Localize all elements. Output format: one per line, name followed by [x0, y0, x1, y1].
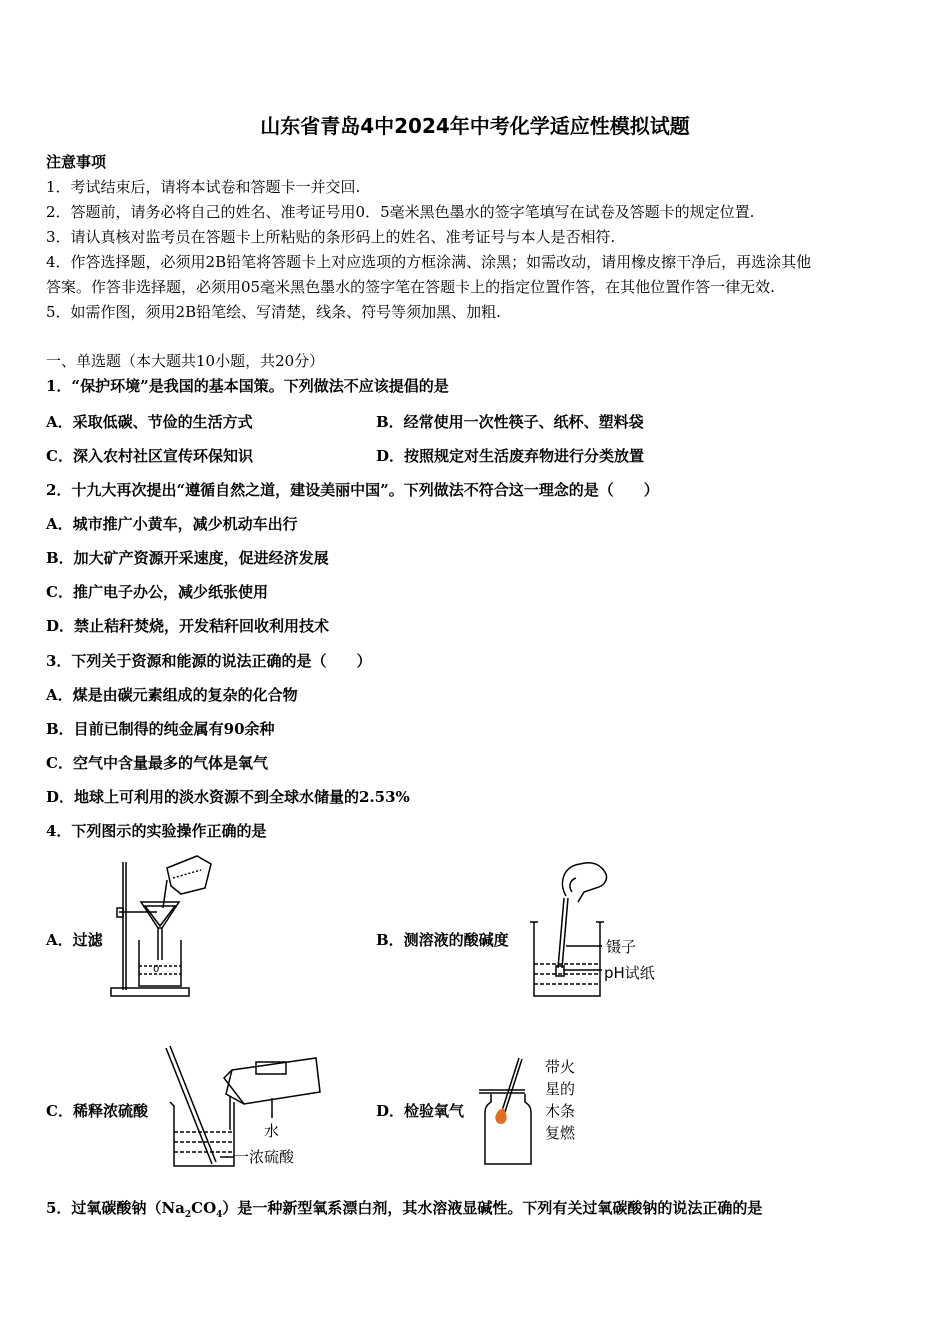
tweezers-label: 镊子: [606, 938, 637, 956]
q5-stem: [46, 1198, 762, 1225]
notice-item: 4．作答选择题，必须用2B铅笔将答题卡上对应选项的方框涂满、涂黑；如需改动，请用橡皮擦干净后，再选涂其他: [46, 253, 812, 271]
q5-text-post: ）是一种新型氧系漂白剂，其水溶液显碱性。下列有关过氧碳酸钠的说法正确的是: [222, 1199, 763, 1217]
q1-option-b: B．经常使用一次性筷子、纸杯、塑料袋: [376, 413, 644, 431]
oxygen-test-figure: [475, 1052, 541, 1168]
q5-subscript: 2: [184, 1210, 192, 1220]
q3-option-a: A．煤是由碳元素组成的复杂的化合物: [46, 686, 298, 704]
splint-label-3: 木条: [545, 1102, 576, 1120]
svg-text:0: 0: [153, 964, 160, 975]
q1-stem: 1．“保护环境”是我国的基本国策。下列做法不应该提倡的是: [46, 377, 449, 395]
splint-label-4: 复燃: [545, 1124, 576, 1142]
water-label: 水: [264, 1122, 280, 1140]
q3-option-b: B．目前已制得的纯金属有90余种: [46, 720, 275, 738]
q4-stem: 4．下列图示的实验操作正确的是: [46, 822, 267, 840]
q1-option-a: A．采取低碳、节俭的生活方式: [46, 413, 253, 431]
filtration-figure: [105, 850, 220, 1000]
q1-option-d: D．按照规定对生活废弃物进行分类放置: [376, 447, 645, 465]
notice-item: 5．如需作图，须用2B铅笔绘、写清楚，线条、符号等须加黑、加粗.: [46, 303, 501, 321]
section-heading: 一、单选题（本大题共10小题，共20分）: [46, 352, 325, 370]
q2-option-b: B．加大矿产资源开采速度，促进经济发展: [46, 549, 329, 567]
q4-option-b: B．测溶液的酸碱度: [376, 931, 509, 949]
notice-item: 答案。作答非选择题，必须用05毫米黑色墨水的签字笔在答题卡上的指定位置作答，在其他位置作答一律无效.: [46, 278, 775, 296]
q2-stem: 2．十九大再次提出“遵循自然之道，建设美丽中国”。下列做法不符合这一理念的是（ ）: [46, 481, 659, 499]
q2-option-d: D．禁止秸秆焚烧，开发秸秆回收利用技术: [46, 617, 330, 635]
notice-heading: 注意事项: [46, 153, 107, 171]
ph-test-figure: [528, 858, 610, 1006]
splint-label-2: 星的: [545, 1080, 576, 1098]
q5-text-pre: 5．过氧碳酸钠（Na: [46, 1199, 185, 1217]
q1-option-c: C．深入农村社区宣传环保知识: [46, 447, 253, 465]
q2-option-a: A．城市推广小黄车，减少机动车出行: [46, 515, 298, 533]
q5-text-mid: CO: [191, 1199, 217, 1217]
notice-item: 1．考试结束后，请将本试卷和答题卡一并交回.: [46, 178, 361, 196]
sulfuric-acid-text: 浓硫酸: [249, 1148, 295, 1166]
notice-item: 3．请认真核对监考员在答题卡上所粘贴的条形码上的姓名、准考证号与本人是否相符.: [46, 228, 616, 246]
q3-option-c: C．空气中含量最多的气体是氧气: [46, 754, 268, 772]
q2-option-c: C．推广电子办公，减少纸张使用: [46, 583, 268, 601]
ph-paper-label: pH试纸: [604, 964, 655, 982]
q4-option-d: D．检验氧气: [376, 1102, 465, 1120]
q4-option-a: A．过滤: [46, 931, 103, 949]
q3-option-d: D．地球上可利用的淡水资源不到全球水储量的2.53%: [46, 788, 410, 806]
splint-label-1: 带火: [545, 1058, 576, 1076]
page-title: 山东省青岛4中2024年中考化学适应性模拟试题: [260, 114, 690, 138]
q4-option-c: C．稀释浓硫酸: [46, 1102, 148, 1120]
sulfuric-acid-label: 一浓硫酸: [234, 1148, 295, 1166]
q5-subscript: 4: [216, 1210, 223, 1220]
q3-stem: 3．下列关于资源和能源的说法正确的是（ ）: [46, 652, 372, 670]
notice-item: 2．答题前，请务必将自己的姓名、准考证号用0．5毫米黑色墨水的签字笔填写在试卷及答题卡的规定位置.: [46, 203, 755, 221]
